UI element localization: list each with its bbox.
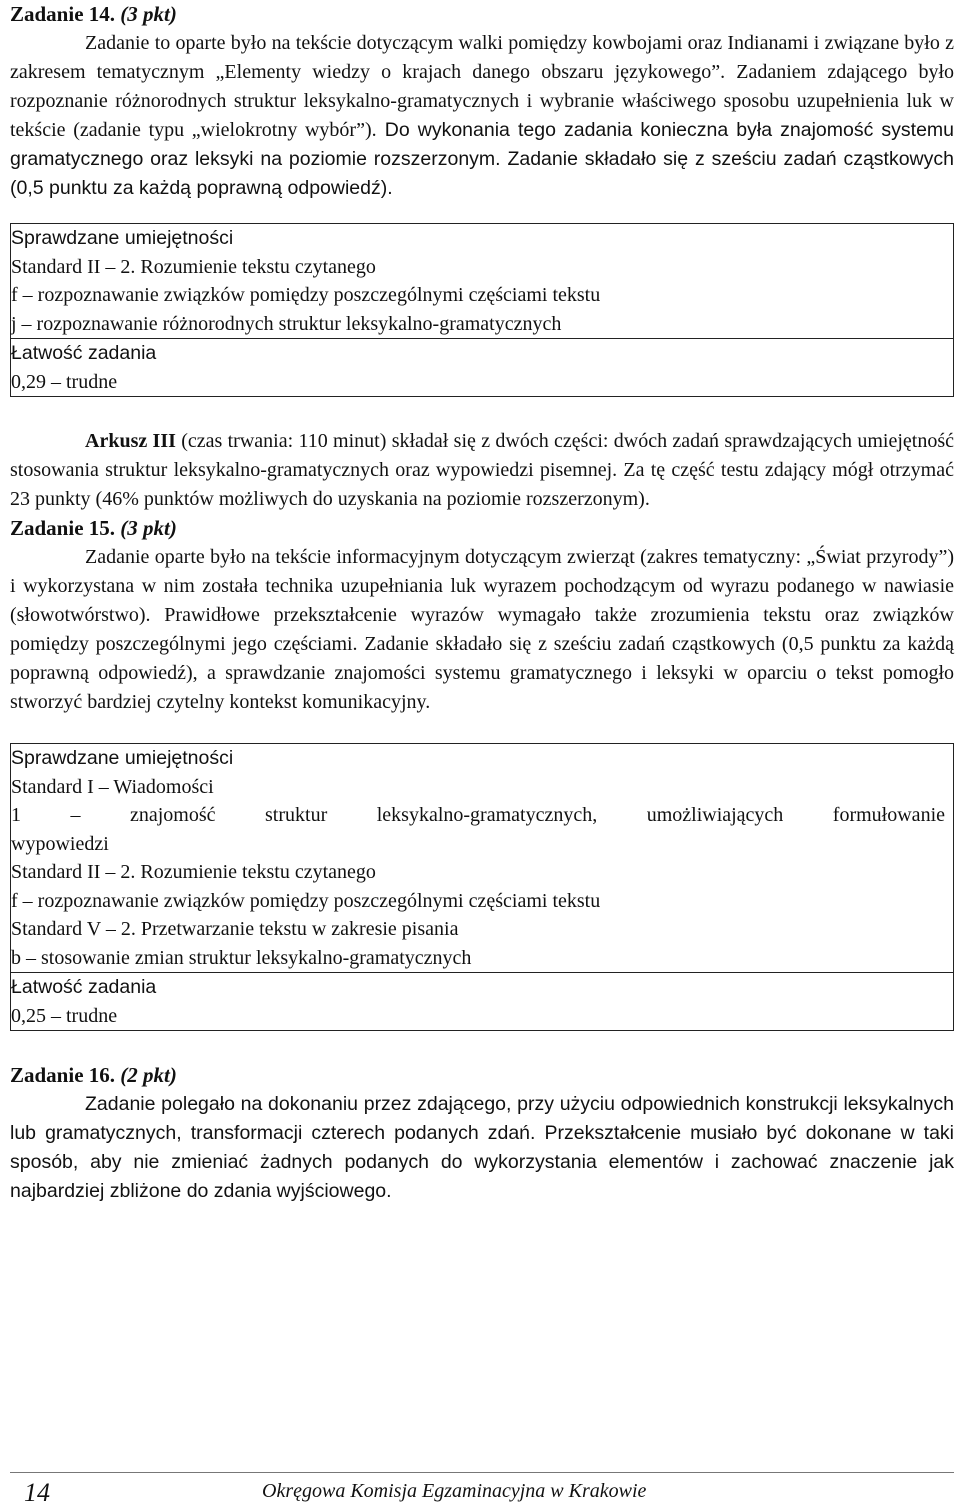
task15-description: Zadanie oparte było na tekście informacyjnym dotyczącym zwierząt (zakres tematyczny: „Świat przyrody”) i wykorzystana w nim została technika uzupełniania luk wyrazem pochodzącym od wyrazu podanego w nawiasie (słowotwórstwo). Prawidłowe przekształcenie wyrazów wymagało także zrozumienia tekstu oraz związków pomiędzy poszczególnymi jego częściami. Zadanie składało się z sześciu zadań cząstkowych (0,5 punktu za każdą poprawną odpowiedź), a sprawdzanie znajomości systemu gramatycznego i leksyki w oparciu o tekst pomogło stworzyć bardziej czytelny kontekst komunikacyjny. <box>10 546 954 713</box>
task15-title: Zadanie 15. <box>10 516 116 540</box>
task14-points: (3 pkt) <box>120 2 177 26</box>
task15-difficulty-title: Łatwość zadania <box>11 976 157 998</box>
task15-difficulty-section <box>11 972 953 1030</box>
sheet3-label: Arkusz III <box>85 430 176 452</box>
footer-institution: Okręgowa Komisja Egzaminacyjna w Krakowie <box>262 1480 647 1502</box>
task14-skill-line: f – rozpoznawanie związków pomiędzy poszczególnymi częściami tekstu <box>11 284 601 306</box>
task15-skills-box <box>10 743 954 1031</box>
task15-skill-line: f – rozpoznawanie związków pomiędzy poszczególnymi częściami tekstu <box>11 889 601 912</box>
task15-skill-line: wypowiedzi <box>11 832 109 855</box>
task14-skill-line: Standard II – 2. Rozumienie tekstu czytanego <box>11 255 376 278</box>
task15-skills-section <box>11 744 953 972</box>
footer-divider <box>10 1472 954 1473</box>
task14-skills-title: Sprawdzane umiejętności <box>11 227 234 249</box>
page-number: 14 <box>24 1478 50 1507</box>
task15-heading <box>10 514 954 543</box>
task14-description-part2: Do wykonania tego zadania konieczna była znajomość systemu gramatycznego oraz leksyki na poziomie rozszerzonym. Zadanie składało się z sześciu zadań cząstkowych (0,5 punktu za każdą poprawną odpowiedź). <box>10 119 955 199</box>
task15-skill-line: Standard I – Wiadomości <box>11 775 214 798</box>
task14-skills-box <box>10 223 954 397</box>
task15-skill-line: Standard II – 2. Rozumienie tekstu czytanego <box>11 861 376 883</box>
task15-difficulty-value: 0,25 – trudne <box>11 1004 118 1027</box>
task15-skill-line: b – stosowanie zmian struktur leksykalno-gramatycznych <box>11 946 472 969</box>
task16-title: Zadanie 16. <box>10 1063 116 1087</box>
sheet3-description <box>10 427 954 514</box>
task15-skill-line: 1 – znajomość struktur leksykalno-gramatycznych, umożliwiających formułowanie <box>11 804 945 826</box>
document-page <box>10 0 954 1206</box>
sheet3-text: (czas trwania: 110 minut) składał się z dwóch części: dwóch zadań sprawdzających umiejętność stosowania struktur leksykalno-gramatycznych oraz wypowiedzi pisemnej. Za tę część testu zdający mógł otrzymać 23 punkty (46% punktów możliwych do uzyskania na poziomie rozszerzonym). <box>10 430 955 510</box>
task16-description: Zadanie polegało na dokonaniu przez zdającego, przy użyciu odpowiednich konstrukcji leksykalnych lub gramatycznych, transformacji czterech podanych zdań. Przekształcenie musiało być dokonane w taki sposób, aby nie zmieniać żadnych podanych do wykorzystania elementów i zachować znaczenie jak najbardziej zbliżone do zdania wyjściowego. <box>10 1093 954 1202</box>
task14-skills-section <box>11 224 953 338</box>
task14-difficulty-title: Łatwość zadania <box>11 342 157 364</box>
task16-heading <box>10 1061 954 1090</box>
task16-points: (2 pkt) <box>120 1063 177 1087</box>
task14-description <box>10 29 954 203</box>
task15-skill-line: Standard V – 2. Przetwarzanie tekstu w zakresie pisania <box>11 918 459 940</box>
task15-skills-title: Sprawdzane umiejętności <box>11 747 234 769</box>
task14-difficulty-value: 0,29 – trudne <box>11 370 118 393</box>
task14-description-part1: Zadanie to oparte było na tekście dotyczącym walki pomiędzy kowbojami oraz Indianami i związane było z zakresem tematycznym „Elementy wiedzy o krajach danego obszaru językowego”. Zadaniem zdającego było rozpoznanie różnorodnych struktur leksykalno-gramatycznych i wybranie właściwego sposobu uzupełnienia luk w tekście (zadanie typu „wielokrotny wybór”). <box>10 32 954 141</box>
task14-difficulty-section <box>11 338 953 396</box>
task14-title: Zadanie 14. <box>10 2 116 26</box>
page-footer <box>0 1462 960 1508</box>
task14-heading <box>10 0 954 29</box>
task14-skill-line: j – rozpoznawanie różnorodnych struktur leksykalno-gramatycznych <box>11 312 562 335</box>
task15-points: (3 pkt) <box>120 516 177 540</box>
